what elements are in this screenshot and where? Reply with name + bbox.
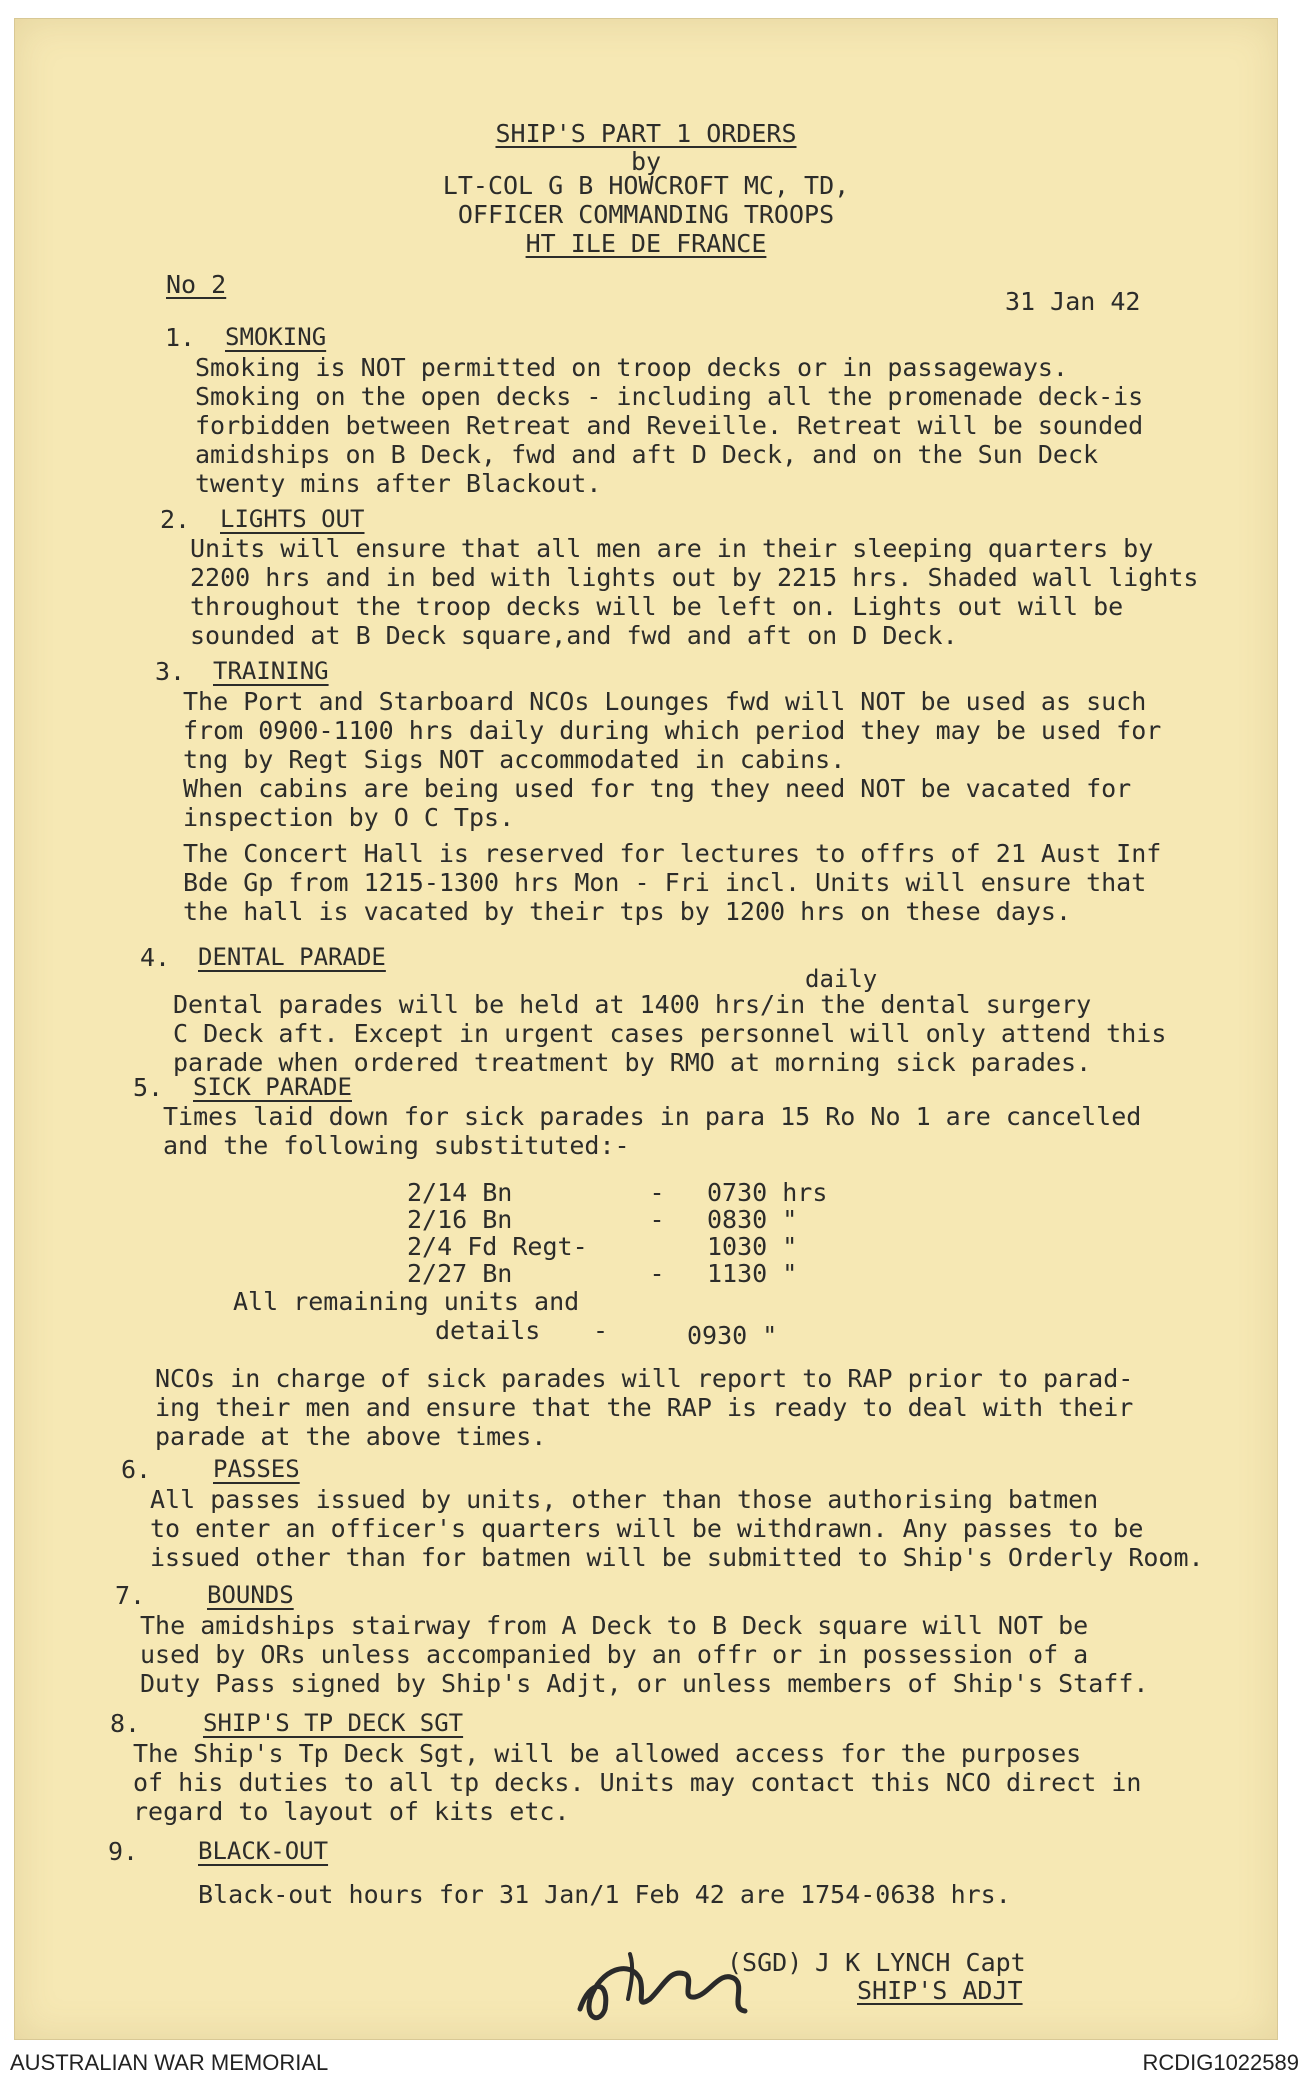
section-number: 2. <box>160 505 191 534</box>
table-row: 2/16 Bn - 0830 " <box>407 1205 798 1234</box>
section-heading-tp-deck-sgt: SHIP'S TP DECK SGT <box>203 1709 464 1737</box>
table-row: 2/14 Bn - 0730 hrs <box>407 1178 828 1207</box>
section-body-tp-deck-sgt: The Ship's Tp Deck Sgt, will be allowed access for the purposes of his duties to all tp decks. Units may contact this NCO direct in regard to layout of kits etc. <box>133 1739 1142 1826</box>
header-by: by <box>630 147 662 176</box>
section-heading-dental-parade: DENTAL PARADE <box>198 943 386 971</box>
section-number: 5. <box>133 1073 164 1102</box>
archive-footer <box>0 2048 1309 2082</box>
details-time: 0930 " <box>687 1321 778 1350</box>
section-number: 9. <box>108 1837 139 1866</box>
section-heading-sick-parade: SICK PARADE <box>193 1073 352 1101</box>
archive-name: AUSTRALIAN WAR MEMORIAL <box>10 2050 329 2075</box>
section-heading-passes: PASSES <box>213 1455 300 1483</box>
section-heading-training: TRAINING <box>213 657 329 685</box>
orders-document <box>15 19 1277 2039</box>
section-heading-black-out: BLACK-OUT <box>198 1837 329 1865</box>
section-body-black-out: Black-out hours for 31 Jan/1 Feb 42 are 1754-0638 hrs. <box>198 1880 1011 1909</box>
section-body-sick-parade: Times laid down for sick parades in para 15 Ro No 1 are cancelled and the following substituted:- <box>163 1102 1142 1160</box>
header-officer: LT-COL G B HOWCROFT MC, TD, <box>442 171 850 200</box>
section-body-dental-parade: Dental parades will be held at 1400 hrs/in the dental surgery C Deck aft. Except in urgent cases personnel will only attend this parade when ordered treatment by RMO at morning sick parades. <box>173 990 1167 1077</box>
header-title <box>15 119 1277 149</box>
section-number: 1. <box>165 323 196 352</box>
signatory-name: J K LYNCH Capt <box>815 1948 1026 1977</box>
section-number: 4. <box>140 943 171 972</box>
section-number: 7. <box>115 1581 146 1610</box>
section-body-training-concert-hall: The Concert Hall is reserved for lectures to offrs of 21 Aust Inf Bde Gp from 1215-1300 hrs Mon - Fri incl. Units will ensure that the hall is vacated by their tps by 1200 hrs on these days. <box>183 839 1162 926</box>
table-row: 2/27 Bn - 1130 " <box>407 1259 798 1288</box>
orders-title: SHIP'S PART 1 ORDERS <box>495 119 797 148</box>
signature-sgd: (SGD) <box>727 1948 803 1977</box>
order-date: 31 Jan 42 <box>1005 287 1141 316</box>
remaining-units-label: All remaining units and <box>233 1287 580 1316</box>
archive-record-id: RCDIG1022589 <box>1142 2050 1299 2075</box>
details-label: details <box>435 1316 541 1345</box>
section-heading-lights-out: LIGHTS OUT <box>220 505 365 533</box>
header-ship: HT ILE DE FRANCE <box>525 229 767 258</box>
table-row: 2/4 Fd Regt- 1030 " <box>407 1232 798 1261</box>
section-body-passes: All passes issued by units, other than those authorising batmen to enter an officer's quarters will be withdrawn. Any passes to be issued other than for batmen will be submitted to Ship's Orderly Room. <box>150 1485 1204 1572</box>
details-dash: - <box>593 1316 609 1345</box>
section-number: 3. <box>155 657 186 686</box>
section-body-lights-out: Units will ensure that all men are in their sleeping quarters by 2200 hrs and in bed with lights out by 2215 hrs. Shaded wall lights throughout the troop decks will be left on. Lights out will be sounded at B Deck square,and fwd and aft on D Deck. <box>190 534 1199 650</box>
header-role: OFFICER COMMANDING TROOPS <box>457 200 835 229</box>
section-body-smoking: Smoking is NOT permitted on troop decks or in passageways. Smoking on the open decks - including all the promenade deck-is forbidden between Retreat and Reveille. Retreat will be sounded amidships on B Deck, fwd and aft D Deck, and on the Sun Deck twenty mins after Blackout. <box>195 353 1144 498</box>
section-number: 8. <box>110 1709 141 1738</box>
document-paper <box>14 18 1278 2040</box>
section-body-training: The Port and Starboard NCOs Lounges fwd will NOT be used as such from 0900-1100 hrs daily during which period they may be used for tng by Regt Sigs NOT accommodated in cabins. When cabins are being used for tng they need NOT be vacated for inspection by O C Tps. <box>183 687 1162 832</box>
sick-parade-times-table <box>407 1179 857 1287</box>
section-number: 6. <box>121 1455 152 1484</box>
section-body-sick-parade-ncos: NCOs in charge of sick parades will report to RAP prior to parad- ing their men and ensure that the RAP is ready to deal with their parade at the above times. <box>155 1364 1134 1451</box>
signatory-title: SHIP'S ADJT <box>857 1976 1023 2005</box>
handwritten-insert-daily: daily <box>805 965 878 993</box>
section-heading-smoking: SMOKING <box>225 323 327 351</box>
order-number: No 2 <box>166 270 227 299</box>
section-heading-bounds: BOUNDS <box>207 1581 294 1609</box>
section-body-bounds: The amidships stairway from A Deck to B Deck square will NOT be used by ORs unless accompanied by an offr or in possession of a Duty Pass signed by Ship's Adjt, or unless members of Ship's Staff. <box>140 1611 1149 1698</box>
